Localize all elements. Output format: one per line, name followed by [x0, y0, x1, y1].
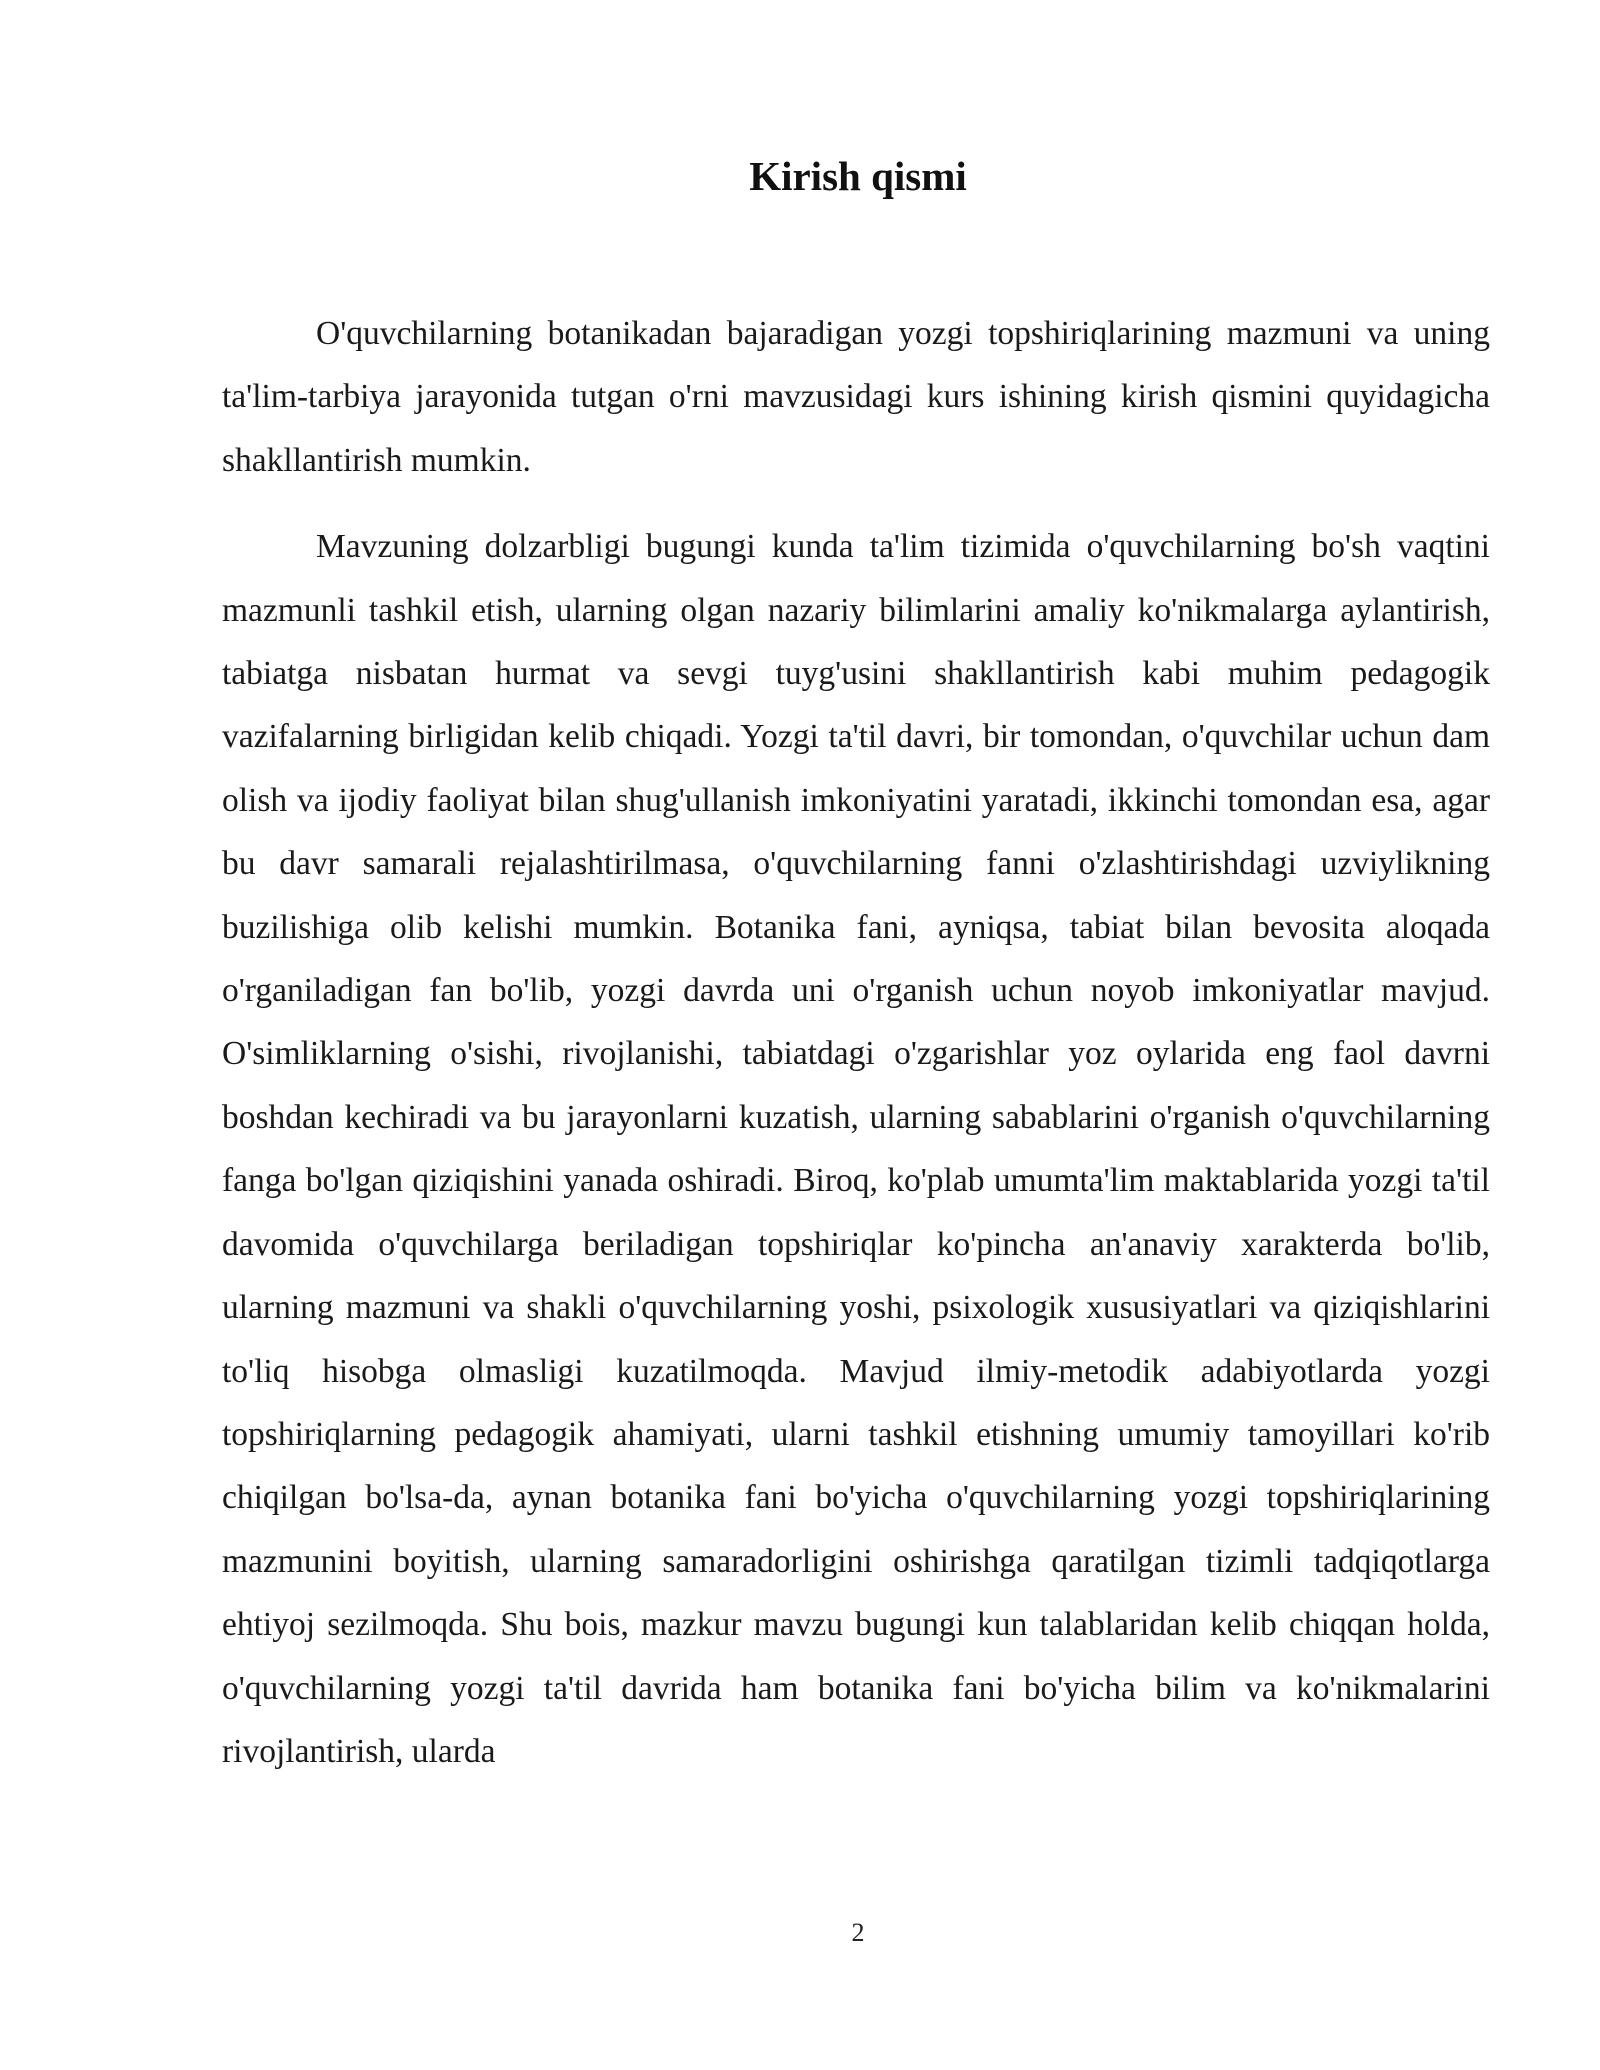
paragraph-intro: O'quvchilarning botanikadan bajaradigan yozgi topshiriqlarining mazmuni va uning ta'lim-tarbiya jarayonida tutgan o'rni mavzusidagi kurs ishining kirish qismini quyidagicha shakllantirish mumkin.: [222, 315, 1490, 479]
page-number: 2: [851, 1918, 865, 1947]
paragraph-relevance: Mavzuning dolzarbligi bugungi kunda ta'lim tizimida o'quvchilarning bo'sh vaqtini mazmunli tashkil etish, ularning olgan nazariy bilimlarini amaliy ko'nikmalarga aylantirish, tabiatga nisbatan hurmat va sevgi tuyg'usini shakllantirish kabi muhim pedagogik vazifalarning birligidan kelib chiqadi. Yozgi ta'til davri, bir tomondan, o'quvchilar uchun dam olish va ijodiy faoliyat bilan shug'ullanish imkoniyatini yaratadi, ikkinchi tomondan esa, agar bu davr samarali rejalashtirilmasa, o'quvchilarning fanni o'zlashtirishdagi uzviylikning buzilishiga olib kelishi mumkin. Botanika fani, ayniqsa, tabiat bilan bevosita aloqada o'rganiladigan fan bo'lib, yozgi davrda uni o'rganish uchun noyob imkoniyatlar mavjud. O'simliklarning o'sishi, rivojlanishi, tabiatdagi o'zgarishlar yoz oylarida eng faol davrni boshdan kechiradi va bu jarayonlarni kuzatish, ularning sabablarini o'rganish o'quvchilarning fanga bo'lgan qiziqishini yanada oshiradi. Biroq, ko'plab umumta'lim maktablarida yozgi ta'til davomida o'quvchilarga beriladigan topshiriqlar ko'pincha an'anaviy xarakterda bo'lib, ularning mazmuni va shakli o'quvchilarning yoshi, psixologik xususiyatlari va qiziqishlarini to'liq hisobga olmasligi kuzatilmoqda. Mavjud ilmiy-metodik adabiyotlarda yozgi topshiriqlarning pedagogik ahamiyati, ularni tashkil etishning umumiy tamoyillari ko'rib chiqilgan bo'lsa-da, aynan botanika fani bo'yicha o'quvchilarning yozgi topshiriqlarining mazmunini boyitish, ularning samaradorligini oshirishga qaratilgan tizimli tadqiqotlarga ehtiyoj sezilmoqda. Shu bois, mazkur mavzu bugungi kun talablaridan kelib chiqqan holda, o'quvchilarning yozgi ta'til davrida ham botanika fani bo'yicha bilim va ko'nikmalarini rivojlantirish, ularda: [222, 528, 1490, 1770]
section-title: Kirish qismi: [749, 153, 967, 199]
body-text: [222, 302, 1490, 1806]
